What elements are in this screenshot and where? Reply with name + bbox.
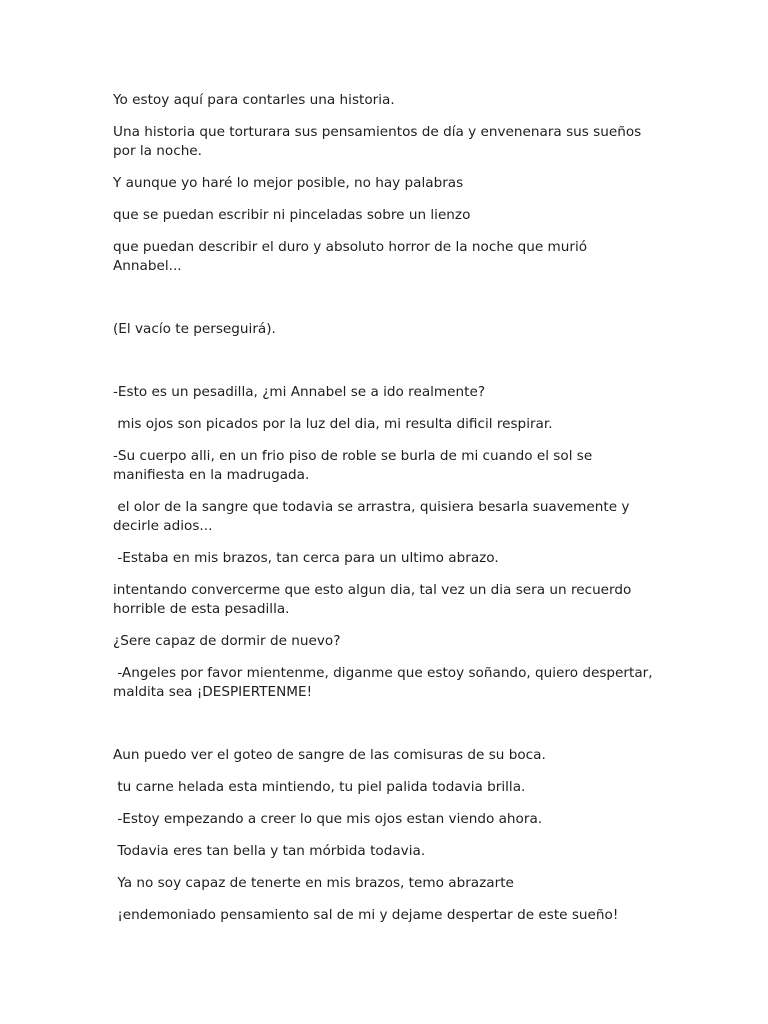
paragraph: mis ojos son picados por la luz del dia, mi resulta dificil respirar. (113, 416, 553, 432)
paragraph: -Su cuerpo alli, en un frio piso de roble se burla de mi cuando el sol se manifiesta en la madrugada. (113, 448, 597, 483)
paragraph: Yo estoy aquí para contarles una historia. (113, 92, 395, 108)
paragraph: Ya no soy capaz de tenerte en mis brazos, temo abrazarte (113, 875, 514, 891)
paragraph: ¿Sere capaz de dormir de nuevo? (113, 633, 341, 649)
paragraph: (El vacío te perseguirá). (113, 321, 276, 337)
paragraph: Una historia que torturara sus pensamientos de día y envenenara sus sueños por la noche. (113, 124, 646, 159)
paragraph: que puedan describir el duro y absoluto horror de la noche que murió Annabel... (113, 239, 592, 274)
paragraph: Y aunque yo haré lo mejor posible, no hay palabras (113, 175, 464, 191)
paragraph: Todavia eres tan bella y tan mórbida todavia. (113, 843, 426, 859)
paragraph: el olor de la sangre que todavia se arrastra, quisiera besarla suavemente y decirle adios... (113, 499, 634, 534)
document-page (113, 91, 657, 925)
paragraph: tu carne helada esta mintiendo, tu piel palida todavia brilla. (113, 779, 526, 795)
paragraph: -Esto es un pesadilla, ¿mi Annabel se a ido realmente? (113, 384, 486, 400)
paragraph: ¡endemoniado pensamiento sal de mi y dejame despertar de este sueño! (113, 907, 619, 923)
paragraph: -Estoy empezando a creer lo que mis ojos estan viendo ahora. (113, 811, 543, 827)
paragraph: -Angeles por favor mientenme, diganme que estoy soñando, quiero despertar, maldita sea ¡DESPIERTENME! (113, 665, 657, 700)
paragraph: intentando convercerme que esto algun dia, tal vez un dia sera un recuerdo horrible de esta pesadilla. (113, 582, 636, 617)
paragraph: que se puedan escribir ni pinceladas sobre un lienzo (113, 207, 471, 223)
paragraph: Aun puedo ver el goteo de sangre de las comisuras de su boca. (113, 747, 546, 763)
paragraph: -Estaba en mis brazos, tan cerca para un ultimo abrazo. (113, 550, 499, 566)
